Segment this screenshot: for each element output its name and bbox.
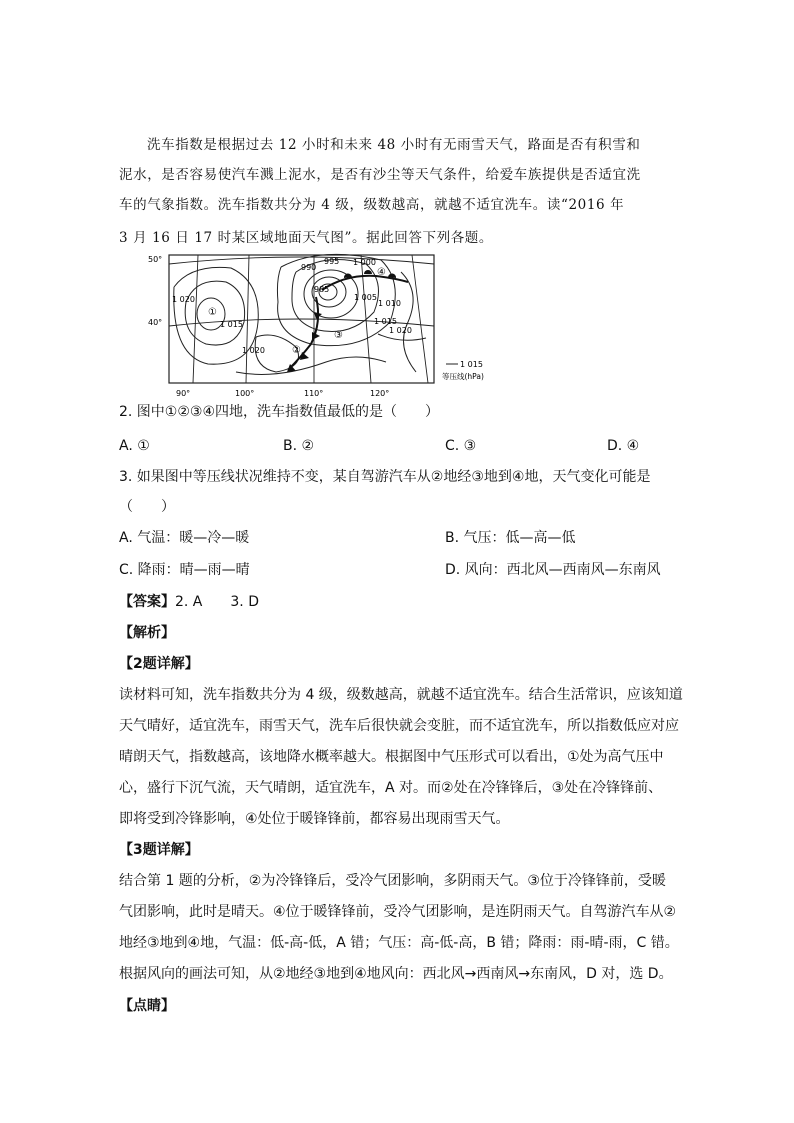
lat-label: 50°	[148, 255, 163, 264]
isobar-label: 985	[314, 285, 330, 294]
detail-2-line: 天气晴好，适宜洗车，雨雪天气，洗车后很快就会变脏，而不适宜洗车，所以指数低应对应	[119, 718, 679, 734]
lat-label: 40°	[148, 318, 163, 327]
detail-3-line: 气团影响，此时是晴天。④位于暖锋锋前，受冷气团影响，是连阴雨天气。自驾游汽车从②	[119, 904, 677, 920]
q2-option-c: C. ③	[445, 438, 477, 454]
lon-label: 120°	[370, 389, 390, 398]
isobar-label: 1 015	[374, 317, 397, 326]
isobar-label: 995	[324, 257, 340, 266]
isobar-label: 1 005	[354, 293, 377, 302]
detail-2-line: 即将受到冷锋影响，④处位于暖锋锋前，都容易出现雨雪天气。	[119, 811, 510, 827]
q2-option-b: B. ②	[283, 438, 315, 454]
isobar-label: 1 015	[220, 320, 243, 329]
detail-3-line: 地经③地到④地，气温：低-高-低，A 错；气压：高-低-高，B 错；降雨：雨-晴-雨，C 错。	[119, 935, 679, 951]
q3-option-a: A. 气温：暖—冷—暖	[119, 530, 250, 546]
isobar-label: 1 000	[353, 258, 376, 267]
question-3-stem-cont: （ ）	[119, 499, 175, 515]
answer-tag: 【答案】	[119, 594, 175, 610]
intro-line-2: 泥水，是否容易使汽车溅上泥水，是否有沙尘等天气条件，给爱车族提供是否适宜洗	[119, 167, 641, 183]
intro-line-1: 洗车指数是根据过去 12 小时和未来 48 小时有无雨雪天气，路面是否有积雪和	[147, 137, 641, 153]
detail-2-line: 心，盛行下沉气流，天气晴朗，适宜洗车，A 对。而②处在冷锋锋后，③处在冷锋锋前、	[119, 780, 663, 796]
intro-line-3: 车的气象指数。洗车指数共分为 4 级，级数越高，就越不适宜洗车。读“2016 年	[119, 197, 625, 213]
lon-label: 110°	[304, 389, 324, 398]
answer-row	[119, 593, 259, 611]
detail-2-tag: 【2题详解】	[119, 656, 199, 672]
detail-2-line: 晴朗天气，指数越高，该地降水概率越大。根据图中气压形式可以看出，①处为高气压中	[119, 749, 664, 765]
detail-3-line: 结合第 1 题的分析，②为冷锋锋后，受冷气团影响，多阴雨天气。③位于冷锋锋前，受暖	[119, 873, 666, 889]
q2-option-d: D. ④	[607, 438, 640, 454]
place-marker-1: ①	[208, 307, 217, 318]
lon-label: 100°	[235, 389, 255, 398]
isobar-label: 1 020	[172, 295, 195, 304]
question-2-stem: 2. 图中①②③④四地，洗车指数值最低的是（ ）	[119, 404, 440, 420]
question-3-stem: 3. 如果图中等压线状况维持不变，某自驾游汽车从②地经③地到④地，天气变化可能是	[119, 469, 651, 485]
place-marker-3: ③	[334, 330, 343, 341]
place-marker-2: ②	[292, 345, 301, 356]
weather-map	[146, 252, 506, 402]
comment-tag: 【点睛】	[119, 998, 175, 1014]
legend-value: 1 015	[460, 360, 483, 369]
isobar-label: 990	[301, 263, 317, 272]
detail-2-line: 读材料可知，洗车指数共分为 4 级，级数越高，就越不适宜洗车。结合生活常识，应该知道	[119, 687, 683, 703]
answer-text: 2. A 3. D	[175, 594, 259, 610]
detail-3-tag: 【3题详解】	[119, 842, 199, 858]
detail-3-line: 根据风向的画法可知，从②地经③地到④地风向：西北风→西南风→东南风，D 对，选 D。	[119, 966, 673, 982]
isobar-label: 1 020	[242, 346, 265, 355]
q3-option-c: C. 降雨：晴—雨—晴	[119, 562, 250, 578]
place-marker-4: ④	[377, 267, 386, 278]
lon-label: 90°	[176, 389, 191, 398]
analysis-tag: 【解析】	[119, 625, 175, 641]
intro-line-4: 3 月 16 日 17 时某区域地面天气图”。据此回答下列各题。	[119, 230, 494, 246]
q3-option-d: D. 风向：西北风—西南风—东南风	[445, 562, 661, 578]
q2-option-a: A. ①	[119, 438, 150, 454]
isobar-label: 1 010	[378, 299, 401, 308]
isobar-label: 1 020	[389, 326, 412, 335]
legend-label: 等压线(hPa)	[442, 372, 484, 381]
q3-option-b: B. 气压：低—高—低	[445, 530, 576, 546]
